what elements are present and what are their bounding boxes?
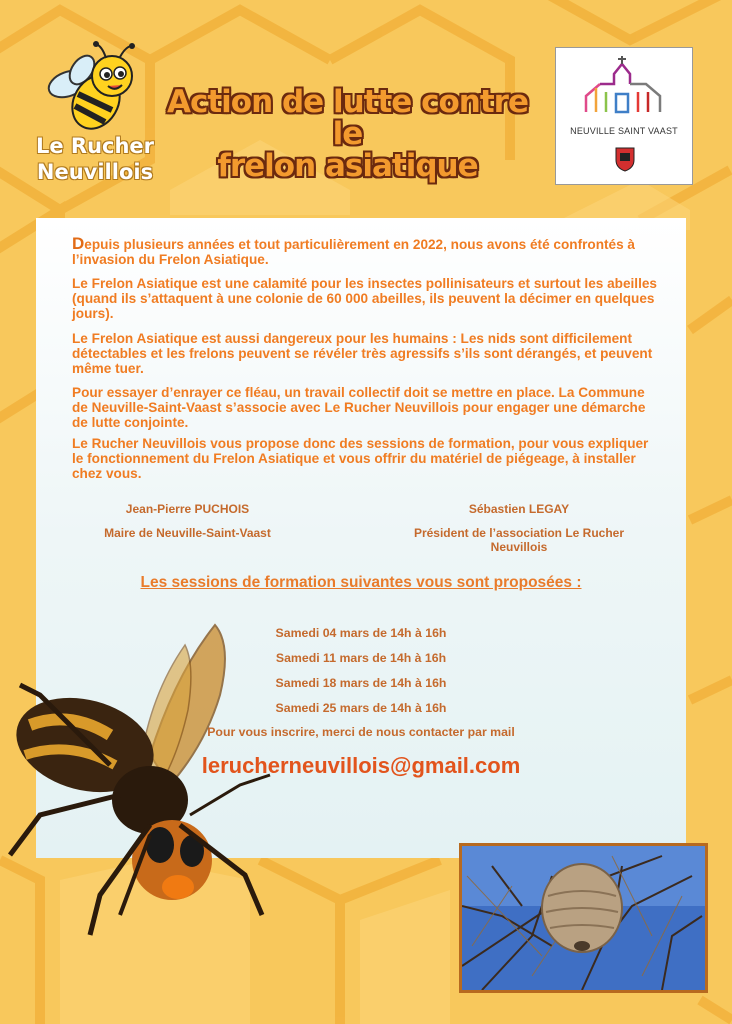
signature-left-name: Jean-Pierre PUCHOIS: [125, 502, 250, 516]
paragraph-danger: Le Frelon Asiatique est aussi dangereux pour les humains : Les nids sont difficilement détectables et les frelons peuvent se révéler très agressifs s’ils sont dérangés, et peuvent même tuer.: [72, 331, 653, 376]
session-date: Samedi 11 mars de 14h à 16h: [275, 651, 447, 665]
paragraph-collective: Pour essayer d’enrayer ce fléau, un travail collectif doit se mettre en place. La Commune de Neuville-Saint-Vaast s’associe avec Le Rucher Neuvillois pour engager une démarche de lutte conjointe.: [72, 385, 646, 430]
church-icon: [556, 48, 692, 124]
drop-cap: D: [72, 234, 85, 253]
register-text: Pour vous inscrire, merci de nous contacter par mail: [207, 725, 515, 739]
paragraph-sessions: Le Rucher Neuvillois vous propose donc des sessions de formation, pour vous expliquer le fonctionnement du Frelon Asiatique et vous offrir du matériel de piégeage, à installer chez vous.: [72, 436, 649, 481]
signature-left-role: Maire de Neuville-Saint-Vaast: [104, 526, 271, 540]
title-line-1: Action de lutte contre le: [166, 84, 528, 152]
brand-line-2: Neuvillois: [36, 160, 154, 184]
title-line-2: frelon asiatique: [217, 148, 478, 184]
session-date: Samedi 18 mars de 14h à 16h: [275, 676, 447, 690]
session-date: Samedi 04 mars de 14h à 16h: [275, 626, 447, 640]
bee-icon: [20, 40, 170, 135]
sessions-title: Les sessions de formation suivantes vous sont proposées :: [140, 574, 582, 591]
paragraph-text: epuis plusieurs années et tout particulièrement en 2022, nous avons été confrontés à l’invasion du Frelon Asiatique.: [72, 237, 635, 267]
contact-email[interactable]: lerucherneuvillois@gmail.com: [201, 753, 521, 778]
commune-name: NEUVILLE SAINT VAAST: [570, 126, 678, 136]
signature-right-role-line-2: Neuvillois: [490, 540, 548, 554]
coat-of-arms-icon: [614, 146, 636, 172]
brand-line-1: Le Rucher: [35, 134, 155, 158]
hornet-illustration: [0, 615, 280, 945]
signature-right-name: Sébastien LEGAY: [468, 502, 570, 516]
rucher-logo: [20, 40, 170, 190]
paragraph-intro: [72, 234, 662, 268]
signature-right-role: [400, 526, 638, 554]
commune-logo: [555, 47, 693, 185]
signature-right-role-line-1: Président de l’association Le Rucher: [413, 526, 625, 540]
paragraph-calamity: Le Frelon Asiatique est une calamité pour les insectes pollinisateurs et surtout les abeilles (quand ils s’attaquent à une colonie de 60 000 abeilles, ils peuvent la décimer en quelques jours).: [72, 276, 657, 321]
session-date: Samedi 25 mars de 14h à 16h: [275, 701, 447, 715]
nest-image: [462, 846, 705, 990]
page-title: [160, 86, 535, 182]
hornet-nest-photo: [459, 843, 708, 993]
